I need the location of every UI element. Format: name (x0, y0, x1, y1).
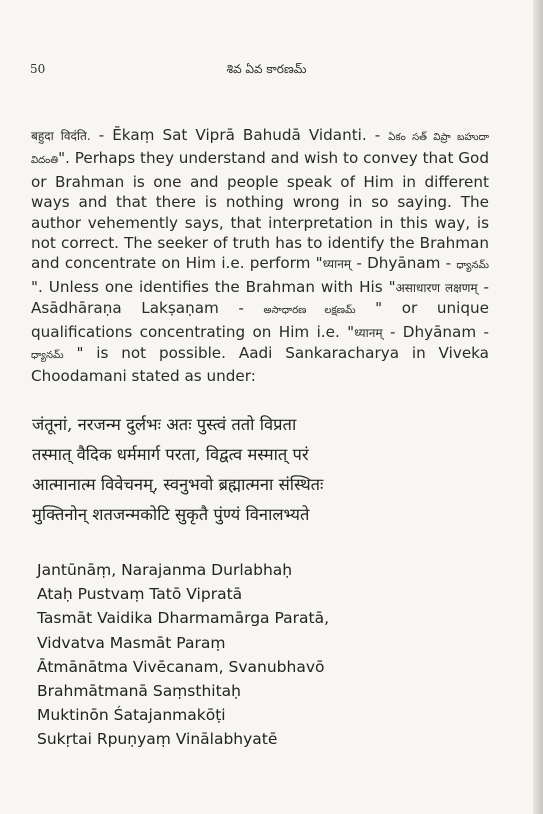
sanskrit-term: ध्यानम् (354, 325, 383, 340)
verse-line: मुक्तिनोन् शतजन्मकोटि सुकृतै पुंण्यं विनालभ्यते (32, 505, 310, 524)
devanagari-verse (32, 410, 502, 530)
page-number: 50 (30, 62, 46, 76)
verse-line: जंतूनां, नरजन्म दुर्लभः अतः पुस्त्वं ततो विप्रता (32, 415, 297, 434)
sanskrit-term: ध्यानम् (322, 257, 352, 272)
text-segment: " is not possible. Aadi Sankaracharya in Viveka Choodamani stated as under: (31, 344, 489, 386)
verse-line: Ataḥ Pustvaṃ Tatō Vipratā (37, 585, 243, 604)
telugu-phrase: ఏకం సత్ విప్రా బహుదా విదంతి (31, 132, 490, 167)
page-edge (533, 0, 543, 814)
transliterated-verse (37, 558, 477, 752)
running-title: శివ ఏవ కారణమ్ (226, 62, 307, 76)
verse-line: Sukṛtai Rpuṇyaṃ Vinālabhyatē (37, 730, 278, 749)
telugu-term: అసాధారణ లక్షణమ్ (263, 305, 356, 317)
verse-line: तस्मात् वैदिक धर्ममार्ग परता, विद्वत्व मस्मात् परं (32, 445, 309, 464)
verse-line: Brahmātmanā Saṃsthitaḥ (37, 682, 241, 701)
text-segment: ". Perhaps they understand and wish to convey that God or Brahman is one and people speak of Him in different ways and that there is nothing wrong in so saying. The author vehemently says, that interpretation in this way, is not correct. The seeker of truth has to identify the Brahman and concentrate on Him i.e. perform " (31, 149, 489, 273)
text-segment: - Ēkaṃ Sat Viprā Bahudā Vidanti. - (90, 126, 389, 144)
telugu-term: ధ్యానమ్ (456, 260, 489, 272)
text-segment: - Asādhāraṇa Lakṣaṇam - (31, 277, 489, 318)
verse-line: Ātmānātma Vivēcanam, Svanubhavō (37, 657, 325, 676)
verse-line: Muktinōn Śatajanmakōṭi (37, 706, 226, 725)
body-paragraph (31, 125, 489, 387)
page-header (30, 62, 503, 80)
text-segment: - Dhyānam - (382, 322, 489, 341)
sanskrit-phrase: बहुदा विदंति. (31, 129, 91, 143)
verse-line: Vidvatva Masmāt Paraṃ (37, 633, 226, 652)
text-segment: - Dhyānam - (351, 254, 457, 273)
verse-line: Jantūnāṃ, Narajanma Durlabhaḥ (37, 561, 293, 579)
text-segment: " or unique qualifications concentrating on Him i.e. " (31, 299, 490, 341)
verse-line: Tasmāt Vaidika Dharmamārga Paratā, (37, 609, 329, 628)
sanskrit-term: असाधारण लक्षणम् (395, 280, 478, 295)
telugu-term: ధ్యానమ్ (31, 350, 64, 362)
verse-line: आत्मानात्म विवेचनम्, स्वनुभवो ब्रह्मात्मना संस्थितः (32, 475, 324, 494)
text-segment: ". Unless one identifies the Brahman with His " (31, 277, 396, 296)
